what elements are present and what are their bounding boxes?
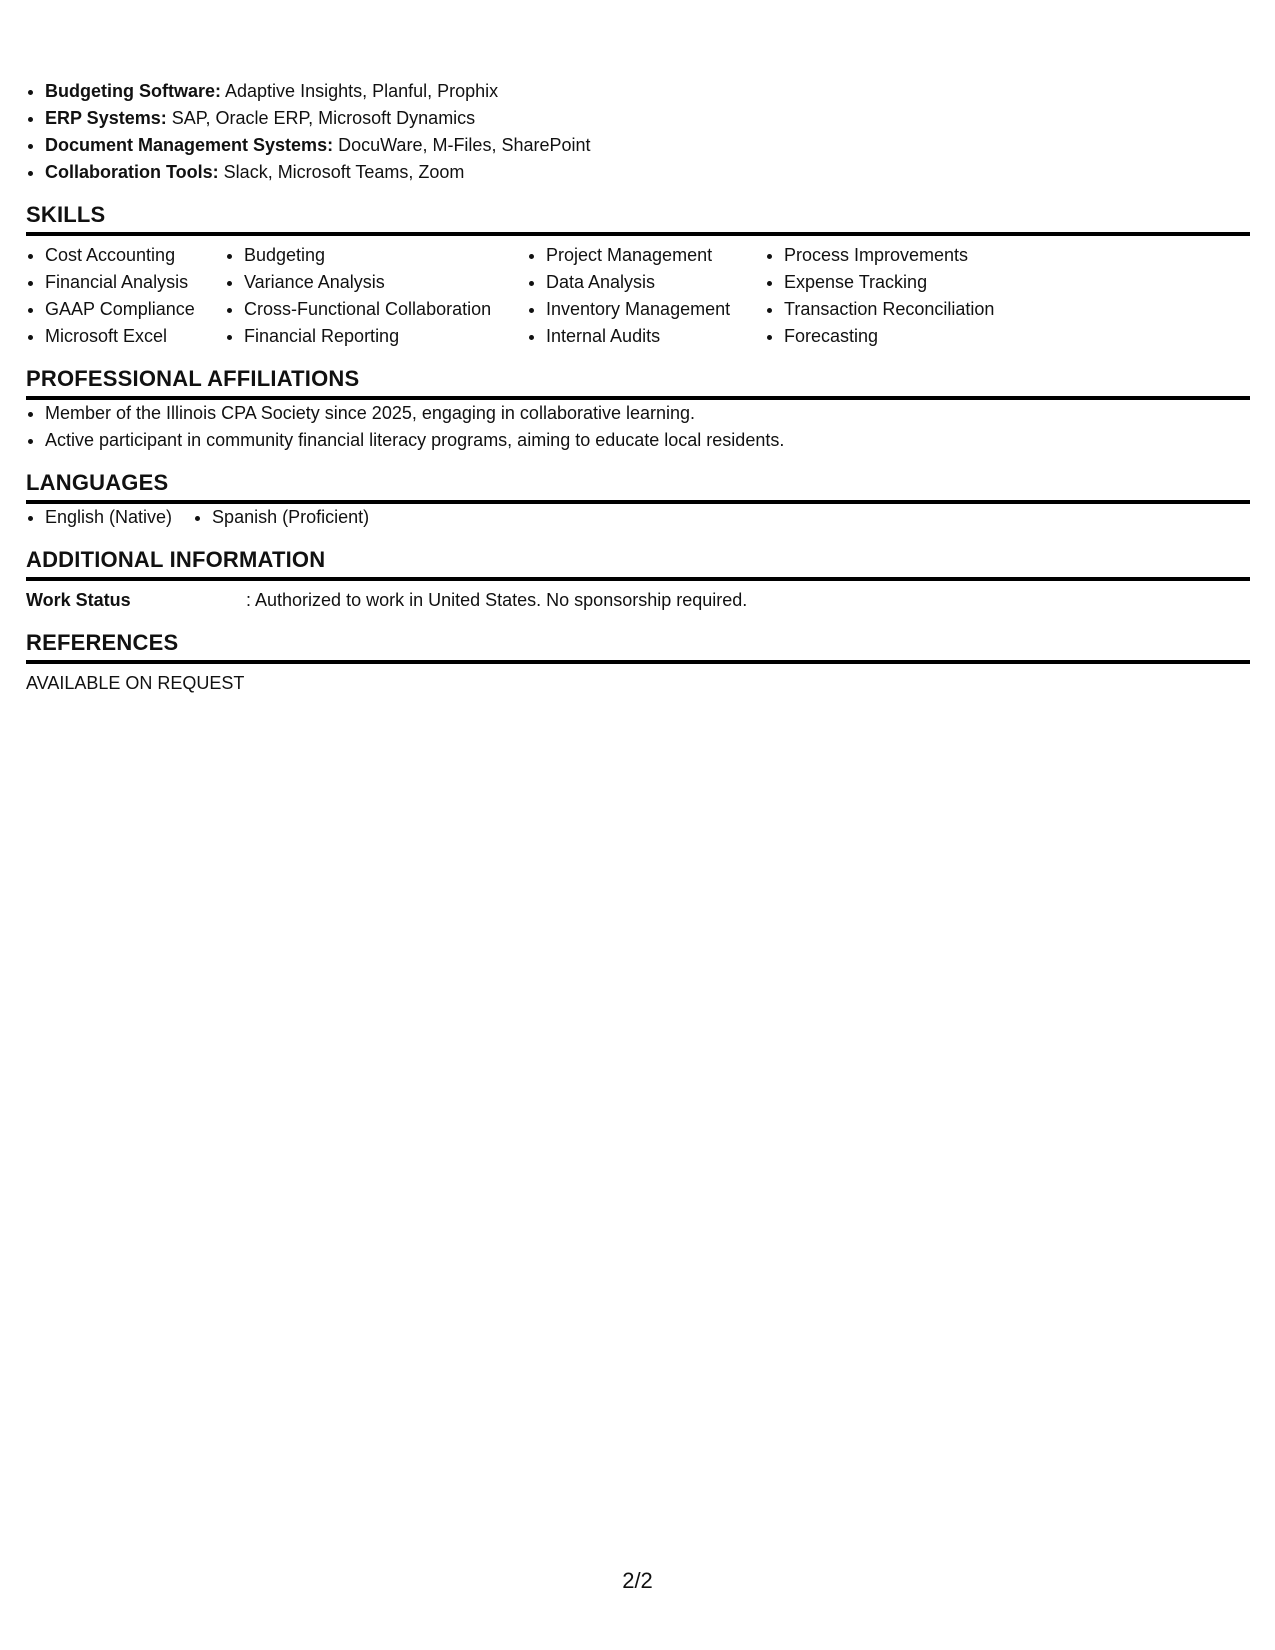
tool-label: ERP Systems: [45, 108, 167, 128]
skill-item: • Microsoft Excel [45, 323, 225, 350]
skills-column [765, 242, 1044, 350]
tool-label: Document Management Systems: [45, 135, 334, 155]
tool-value: DocuWare, M-Files, SharePoint [338, 135, 591, 155]
tool-item [45, 78, 1250, 105]
skill-item: • Budgeting [244, 242, 527, 269]
references-heading: REFERENCES [26, 628, 1250, 664]
skill-item: • Expense Tracking [784, 269, 1044, 296]
skill-item: • Internal Audits [546, 323, 765, 350]
skill-item: • GAAP Compliance [45, 296, 225, 323]
tool-value: Adaptive Insights, Planful, Prophix [225, 81, 499, 101]
tool-item [45, 105, 1250, 132]
skills-grid [26, 242, 1250, 350]
tool-label: Budgeting Software: [45, 81, 221, 101]
references-text: AVAILABLE ON REQUEST [26, 673, 245, 693]
tool-item [45, 132, 1250, 159]
tool-item [45, 159, 1250, 186]
page-number: 2/2 [622, 1568, 653, 1593]
skills-column [225, 242, 527, 350]
skill-item: • Variance Analysis [244, 269, 527, 296]
language-item: • Spanish (Proficient) [212, 504, 369, 531]
skill-item: • Cross-Functional Collaboration [244, 296, 527, 323]
work-status-value: : Authorized to work in United States. No sponsorship required. [246, 590, 748, 610]
additional-info-heading: ADDITIONAL INFORMATION [26, 545, 1250, 581]
skills-heading: SKILLS [26, 200, 1250, 236]
tool-label: Collaboration Tools: [45, 162, 219, 182]
skill-item: • Project Management [546, 242, 765, 269]
tools-list [26, 78, 1250, 186]
skill-item: • Cost Accounting [45, 242, 225, 269]
skill-item: • Inventory Management [546, 296, 765, 323]
tool-value: Slack, Microsoft Teams, Zoom [223, 162, 465, 182]
skills-column [527, 242, 765, 350]
affiliation-item: • Member of the Illinois CPA Society since 2025, engaging in collaborative learning. [45, 400, 1250, 427]
skill-item: • Data Analysis [546, 269, 765, 296]
resume-page [26, 78, 1250, 697]
skill-item: • Transaction Reconciliation [784, 296, 1044, 323]
affiliations-list [26, 400, 1250, 454]
work-status-label: Work Status [26, 590, 131, 610]
languages-list [26, 504, 1250, 531]
affiliation-item: • Active participant in community financial literacy programs, aiming to educate local residents. [45, 427, 1250, 454]
language-item: • English (Native) [45, 504, 172, 531]
skill-item: • Process Improvements [784, 242, 1044, 269]
languages-heading: LANGUAGES [26, 468, 1250, 504]
skills-column [26, 242, 225, 350]
work-status-row [26, 587, 1250, 614]
affiliations-heading: PROFESSIONAL AFFILIATIONS [26, 364, 1250, 400]
tool-value: SAP, Oracle ERP, Microsoft Dynamics [171, 108, 476, 128]
skill-item: • Forecasting [784, 323, 1044, 350]
skill-item: • Financial Analysis [45, 269, 225, 296]
skill-item: • Financial Reporting [244, 323, 527, 350]
